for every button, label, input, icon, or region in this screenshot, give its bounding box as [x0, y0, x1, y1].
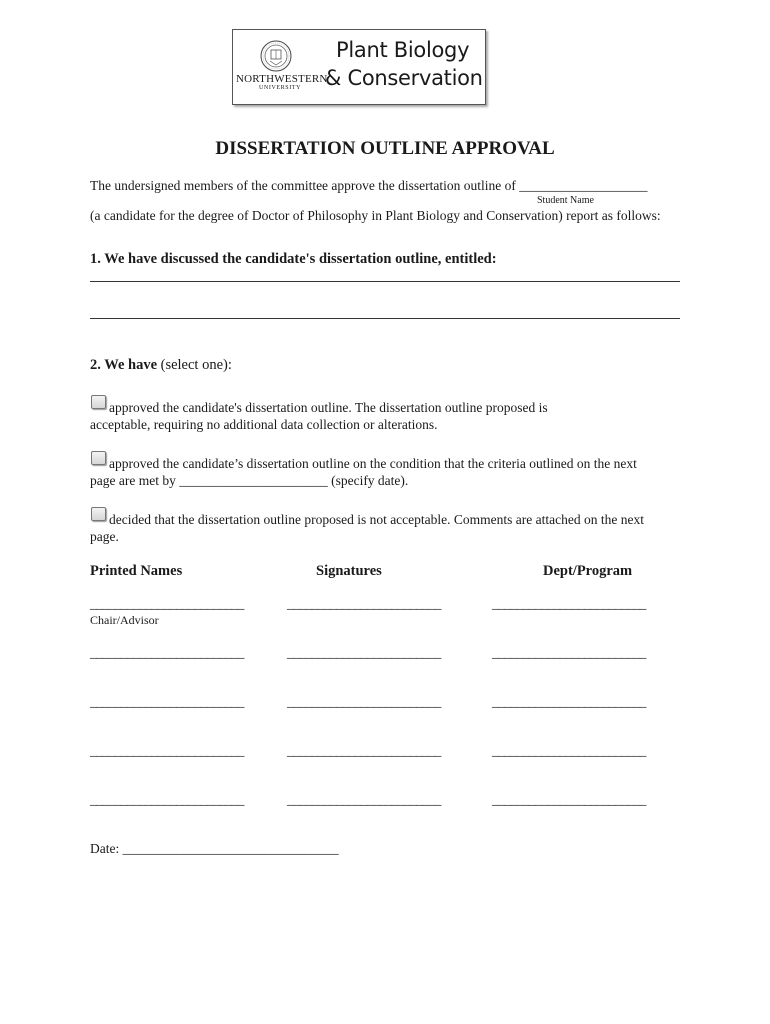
option-approved-text-line1: approved the candidate's dissertation outline. The dissertation outline proposed is: [109, 400, 548, 415]
document-title: DISSERTATION OUTLINE APPROVAL: [215, 138, 555, 159]
department-header-box: [232, 29, 486, 105]
signature-line[interactable]: _________________________: [287, 596, 441, 611]
signature-line[interactable]: _________________________: [287, 792, 441, 807]
university-name: NORTHWESTERN: [236, 73, 328, 85]
option-conditional-text-line1: approved the candidate’s dissertation outline on the condition that the criteria outlined on the next: [109, 456, 637, 471]
department-name-line1: Plant Biology: [336, 38, 470, 62]
printed-name-line[interactable]: _________________________: [90, 596, 244, 611]
option-conditional-checkbox[interactable]: [91, 451, 106, 465]
date-field[interactable]: Date: ________________________________: [90, 841, 339, 856]
dept-program-line[interactable]: _________________________: [492, 596, 646, 611]
university-seal-icon: [260, 40, 292, 72]
dept-program-line[interactable]: _________________________: [492, 792, 646, 807]
dept-program-line[interactable]: _________________________: [492, 743, 646, 758]
dept-program-line[interactable]: _________________________: [492, 645, 646, 660]
printed-name-line[interactable]: _________________________: [90, 645, 244, 660]
outline-title-line1[interactable]: [90, 281, 680, 282]
outline-title-line2[interactable]: [90, 318, 680, 319]
option-not-acceptable-text-line1: decided that the dissertation outline proposed is not acceptable. Comments are attached on the next: [109, 512, 644, 527]
col-header-printed-names: Printed Names: [90, 563, 183, 579]
signature-line[interactable]: _________________________: [287, 694, 441, 709]
printed-name-line[interactable]: _________________________: [90, 743, 244, 758]
col-header-dept-program: Dept/Program: [543, 563, 633, 579]
section1-heading: 1. We have discussed the candidate's dissertation outline, entitled:: [90, 251, 497, 267]
printed-name-line[interactable]: _________________________: [90, 694, 244, 709]
printed-name-line[interactable]: _________________________: [90, 792, 244, 807]
department-name-line2: & Conservation: [325, 66, 483, 90]
intro-line1: The undersigned members of the committee approve the dissertation outline of ___________________: [90, 178, 648, 193]
section2-heading-bold: 2. We have: [90, 357, 157, 373]
university-subtitle: UNIVERSITY: [259, 85, 301, 91]
section2-heading: [90, 357, 232, 374]
section2-heading-rest: (select one):: [160, 357, 232, 373]
col-header-signatures: Signatures: [316, 563, 382, 579]
signature-line[interactable]: _________________________: [287, 743, 441, 758]
intro-line2: (a candidate for the degree of Doctor of Philosophy in Plant Biology and Conservation) report as follows:: [90, 208, 661, 223]
option-approved-text-line2: acceptable, requiring no additional data collection or alterations.: [90, 417, 438, 432]
student-name-label: Student Name: [537, 195, 594, 206]
option-approved-checkbox[interactable]: [91, 395, 106, 409]
chair-advisor-label: Chair/Advisor: [90, 613, 159, 627]
dept-program-line[interactable]: _________________________: [492, 694, 646, 709]
signature-line[interactable]: _________________________: [287, 645, 441, 660]
option-not-acceptable-checkbox[interactable]: [91, 507, 106, 521]
option-conditional-text-line2: page are met by ______________________ (specify date).: [90, 473, 409, 488]
option-not-acceptable-text-line2: page.: [90, 529, 119, 544]
